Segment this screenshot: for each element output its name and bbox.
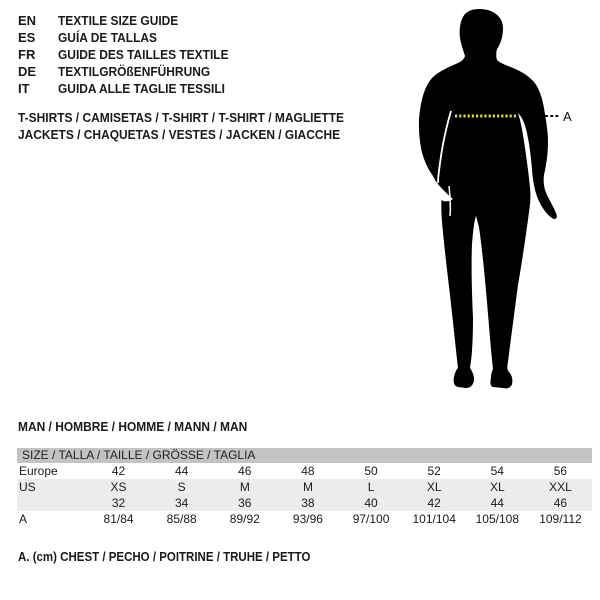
size-cell: 52 xyxy=(427,464,441,478)
size-cell: 46 xyxy=(553,496,568,510)
language-code: DE xyxy=(18,64,37,79)
row-label: A xyxy=(19,512,28,526)
language-code: FR xyxy=(18,47,36,62)
size-cell: 101/104 xyxy=(412,512,456,526)
size-cell: 56 xyxy=(553,464,568,478)
language-code: EN xyxy=(18,13,37,28)
size-cell: 44 xyxy=(490,496,504,510)
size-cell: 89/92 xyxy=(229,512,260,526)
size-cell: XL xyxy=(489,480,505,494)
language-row xyxy=(18,12,243,29)
language-row xyxy=(18,80,243,97)
size-cell: 42 xyxy=(111,464,126,478)
language-code: ES xyxy=(18,30,36,45)
language-label: TEXTILE SIZE GUIDE xyxy=(58,13,179,28)
size-cell: 40 xyxy=(364,496,378,510)
size-cell: 42 xyxy=(427,496,441,510)
size-cell: 44 xyxy=(175,464,189,478)
table-row-europe xyxy=(17,463,592,479)
language-row xyxy=(18,29,243,46)
size-cell: 34 xyxy=(175,496,189,510)
size-cell: L xyxy=(367,480,375,494)
size-cell: M xyxy=(239,480,250,494)
table-row-us-numeric xyxy=(17,495,592,511)
size-cell: 109/112 xyxy=(539,512,582,526)
category-line-tshirts: T-SHIRTS / CAMISETAS / T-SHIRT / T-SHIRT / MAGLIETTE xyxy=(18,110,345,125)
size-table-header xyxy=(17,448,592,463)
language-label: TEXTILGRÖßENFÜHRUNG xyxy=(58,64,211,79)
section-title-man: MAN / HOMBRE / HOMME / MANN / MAN xyxy=(18,419,248,434)
size-table xyxy=(17,448,592,527)
size-cell: 81/84 xyxy=(103,512,134,526)
size-cell: 85/88 xyxy=(166,512,197,526)
measure-label-a: A xyxy=(563,109,572,124)
language-code: IT xyxy=(18,81,30,96)
size-table-header-label: SIZE / TALLA / TAILLE / GRÖSSE / TAGLIA xyxy=(22,448,256,462)
size-cell: 48 xyxy=(301,464,315,478)
row-label: Europe xyxy=(19,464,58,478)
row-label xyxy=(17,495,87,511)
size-cell: XL xyxy=(426,480,442,494)
size-cell: 105/108 xyxy=(475,512,519,526)
category-line-jackets: JACKETS / CHAQUETAS / VESTES / JACKEN / GIACCHE xyxy=(18,127,341,142)
size-cell: 46 xyxy=(238,464,252,478)
table-row-us xyxy=(17,479,592,495)
size-cell: S xyxy=(177,480,186,494)
size-cell: M xyxy=(302,480,313,494)
language-label: GUÍA DE TALLAS xyxy=(58,30,158,45)
language-label: GUIDE DES TAILLES TEXTILE xyxy=(58,47,229,62)
man-silhouette-figure xyxy=(395,0,600,410)
size-cell: 97/100 xyxy=(352,512,390,526)
size-cell: 54 xyxy=(490,464,504,478)
size-cell: XS xyxy=(110,480,127,494)
language-row xyxy=(18,46,243,63)
man-silhouette xyxy=(419,9,557,388)
table-row-chest-a xyxy=(17,511,592,527)
row-label: US xyxy=(19,480,36,494)
size-cell: XXL xyxy=(549,480,572,494)
language-row xyxy=(18,63,243,80)
language-label: GUIDA ALLE TAGLIE TESSILI xyxy=(58,81,226,96)
size-cell: 38 xyxy=(301,496,315,510)
size-cell: 50 xyxy=(364,464,378,478)
footnote-chest-legend: A. (cm) CHEST / PECHO / POITRINE / TRUHE / PETTO xyxy=(18,550,311,564)
category-list xyxy=(18,109,372,143)
language-title-list xyxy=(18,12,243,97)
size-cell: 93/96 xyxy=(292,512,323,526)
size-cell: 32 xyxy=(111,496,126,510)
size-cell: 36 xyxy=(238,496,252,510)
